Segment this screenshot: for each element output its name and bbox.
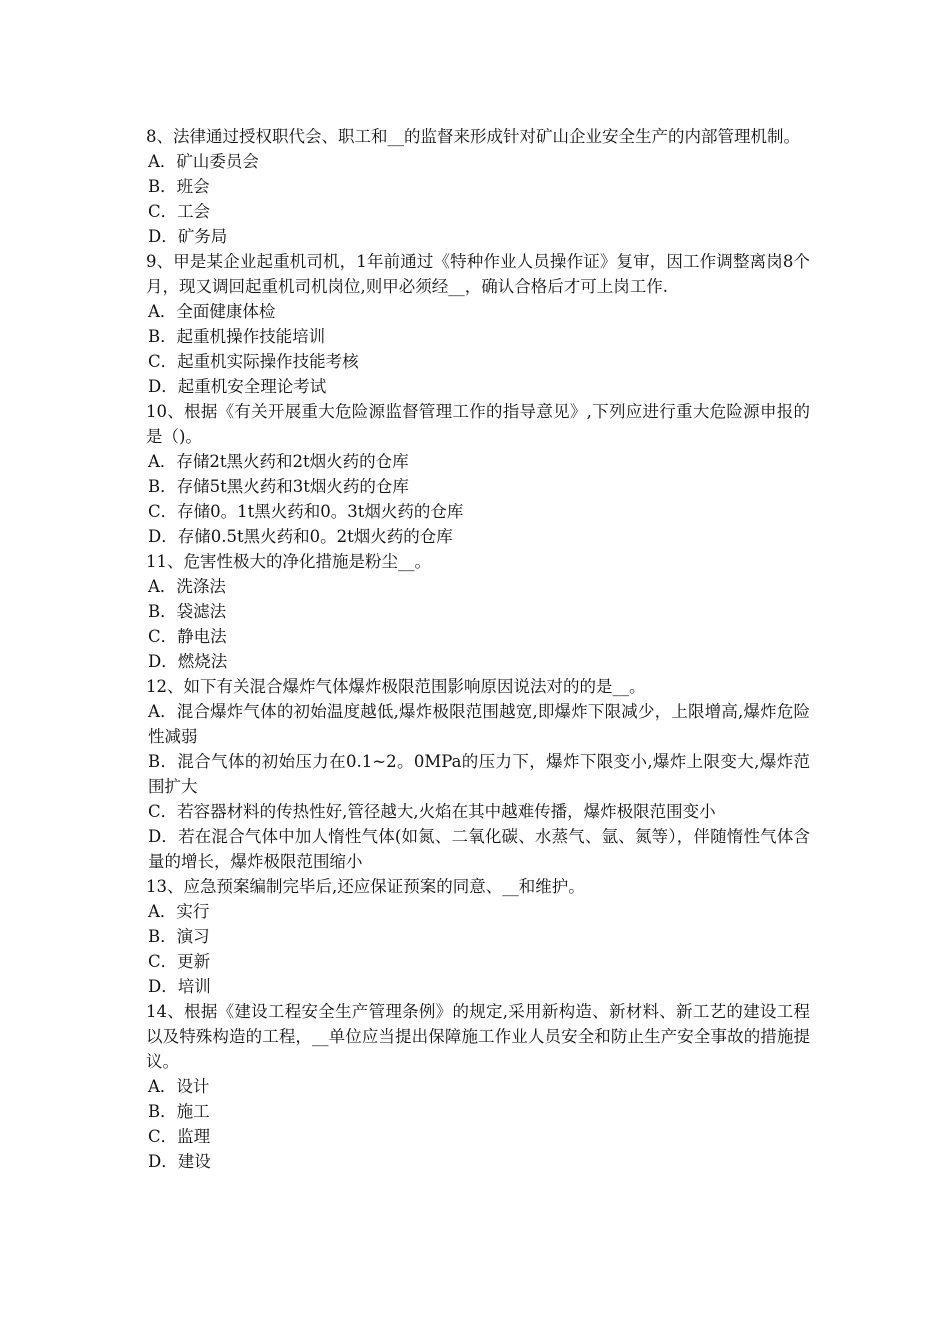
question-13: [146, 874, 810, 999]
option-a: A．设计: [148, 1077, 210, 1096]
option-c: C．起重机实际操作技能考核: [148, 352, 359, 371]
question-text: 9、甲是某企业起重机司机，1年前通过《特种作业人员操作证》复审，因工作调整离岗8个月，现又调回起重机司机岗位,则甲必须经__，确认合格后才可上岗工作.: [146, 252, 810, 296]
option-c: C．存储0。1t黑火药和0。3t烟火药的仓库: [148, 502, 464, 521]
question-12: [146, 674, 810, 874]
question-text: 12、如下有关混合爆炸气体爆炸极限范围影响原因说法对的的是__。: [146, 677, 646, 696]
option-d: D．存储0.5t黑火药和0。2t烟火药的仓库: [148, 527, 453, 546]
option-d: D．矿务局: [148, 227, 228, 246]
option-c: C．监理: [148, 1127, 211, 1146]
question-9: [146, 249, 810, 399]
option-b: B．混合气体的初始压力在0.1~2。0MPa的压力下，爆炸下限变小,爆炸上限变大,爆炸范围扩大: [148, 752, 810, 796]
option-a: A．洗涤法: [148, 577, 226, 596]
question-text: 10、根据《有关开展重大危险源监督管理工作的指导意见》,下列应进行重大危险源申报的是（)。: [146, 402, 810, 446]
option-d: D．建设: [148, 1152, 211, 1171]
option-list: [146, 149, 810, 249]
option-b: B．起重机操作技能培训: [148, 327, 326, 346]
option-c: C．静电法: [148, 627, 227, 646]
option-b: B．施工: [148, 1102, 210, 1121]
option-a: A．实行: [148, 902, 210, 921]
question-8: [146, 124, 810, 249]
document-page: [146, 124, 810, 1174]
question-text: 14、根据《建设工程安全生产管理条例》的规定,采用新构造、新材料、新工艺的建设工程以及特殊构造的工程，__单位应当提出保障施工作业人员安全和防止生产安全事故的措施提议。: [146, 1002, 810, 1071]
option-a: A．全面健康体检: [148, 302, 276, 321]
option-list: [146, 899, 810, 999]
option-c: C．工会: [148, 202, 211, 221]
question-text: 8、法律通过授权职代会、职工和__的监督来形成针对矿山企业安全生产的内部管理机制。: [146, 127, 800, 146]
question-14: [146, 999, 810, 1174]
option-d: D．燃烧法: [148, 652, 228, 671]
option-b: B．袋滤法: [148, 602, 227, 621]
option-c: C．更新: [148, 952, 211, 971]
option-list: [146, 449, 810, 549]
question-text: 11、危害性极大的净化措施是粉尘__。: [146, 552, 431, 571]
option-d: D．若在混合气体中加人惰性气体(如氮、二氧化碳、水蒸气、氩、氮等），伴随惰性气体含量的增长，爆炸极限范围缩小: [148, 827, 810, 871]
option-b: B．演习: [148, 927, 210, 946]
option-b: B．班会: [148, 177, 210, 196]
question-10: [146, 399, 810, 549]
option-b: B．存储5t黑火药和3t烟火药的仓库: [148, 477, 409, 496]
option-list: [146, 699, 810, 874]
option-list: [146, 574, 810, 674]
option-a: A．矿山委员会: [148, 152, 259, 171]
question-text: 13、应急预案编制完毕后,还应保证预案的同意、__和维护。: [146, 877, 585, 896]
option-a: A．存储2t黑火药和2t烟火药的仓库: [148, 452, 409, 471]
option-c: C．若容器材料的传热性好,管径越大,火焰在其中越难传播，爆炸极限范围变小: [148, 802, 716, 821]
option-list: [146, 299, 810, 399]
option-d: D．培训: [148, 977, 211, 996]
option-d: D．起重机安全理论考试: [148, 377, 327, 396]
option-a: A．混合爆炸气体的初始温度越低,爆炸极限范围越宽,即爆炸下限减少，上限增高,爆炸危险性减弱: [148, 702, 810, 746]
question-11: [146, 549, 810, 674]
option-list: [146, 1074, 810, 1174]
